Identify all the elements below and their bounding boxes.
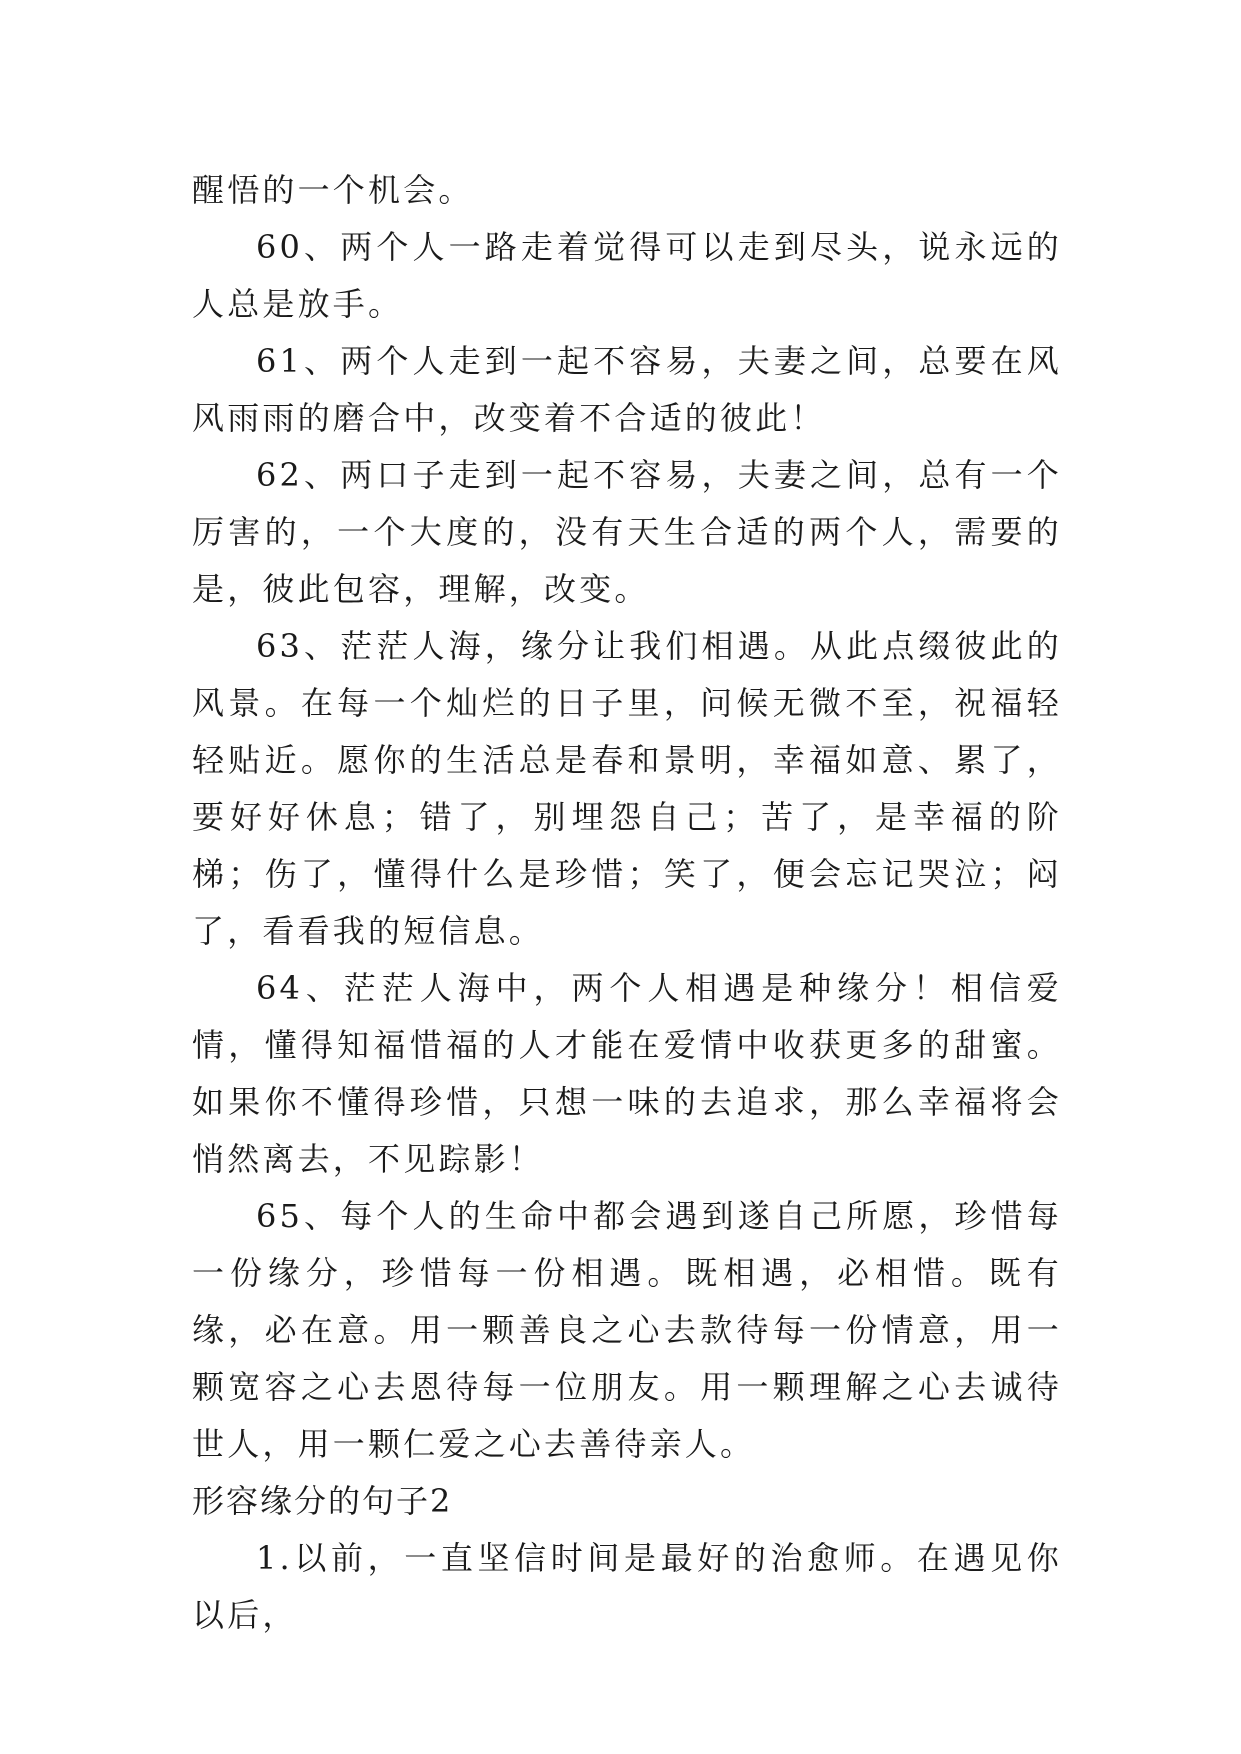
paragraph-65: 65、每个人的生命中都会遇到遂自己所愿，珍惜每一份缘分，珍惜每一份相遇。既相遇，必相惜。既有缘，必在意。用一颗善良之心去款待每一份情意，用一颗宽容之心去恩待每一位朋友。用一颗理解之心去诚待世人，用一颗仁爱之心去善待亲人。 [192,1197,1062,1463]
section-title: 形容缘分的句子2 [192,1482,453,1520]
paragraph-63: 63、茫茫人海，缘分让我们相遇。从此点缀彼此的风景。在每一个灿烂的日子里，问候无微不至，祝福轻轻贴近。愿你的生活总是春和景明，幸福如意、累了，要好好休息；错了，别埋怨自己；苦了，是幸福的阶梯；伤了，懂得什么是珍惜；笑了，便会忘记哭泣；闷了，看看我的短信息。 [192,627,1062,950]
paragraph-61: 61、两个人走到一起不容易，夫妻之间，总要在风风雨雨的磨合中，改变着不合适的彼此！ [192,342,1062,437]
paragraph-60: 60、两个人一路走着觉得可以走到尽头，说永远的人总是放手。 [192,228,1062,323]
document-page [192,162,1062,1644]
section-paragraph-1: 1.以前，一直坚信时间是最好的治愈师。在遇见你以后， [192,1539,1062,1634]
paragraph-62: 62、两口子走到一起不容易，夫妻之间，总有一个厉害的，一个大度的，没有天生合适的两个人，需要的是，彼此包容，理解，改变。 [192,456,1062,608]
paragraph-continuation: 醒悟的一个机会。 [192,171,474,209]
paragraph-64: 64、茫茫人海中，两个人相遇是种缘分！相信爱情，懂得知福惜福的人才能在爱情中收获更多的甜蜜。如果你不懂得珍惜，只想一味的去追求，那么幸福将会悄然离去，不见踪影！ [192,969,1062,1178]
